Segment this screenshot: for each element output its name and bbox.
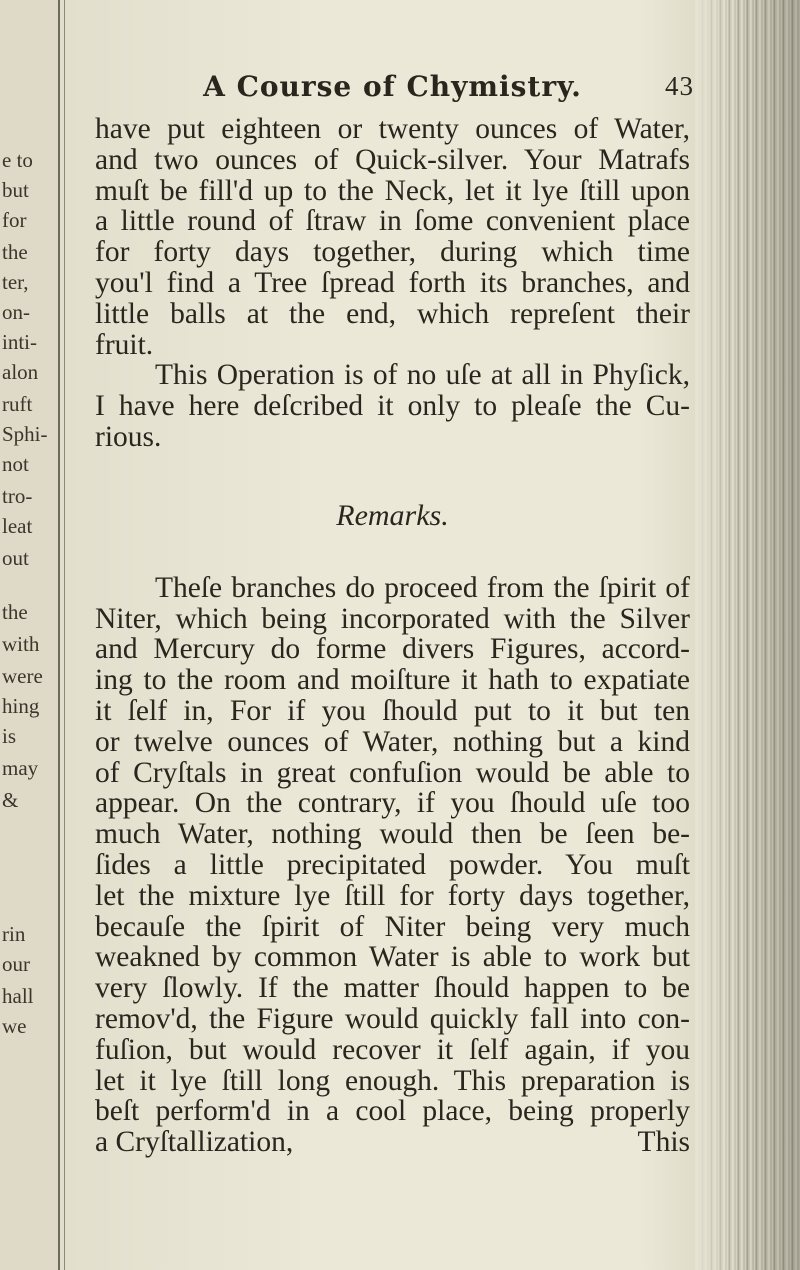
text-line: I have here deſcribed it only to pleaſe the Cu- (95, 390, 690, 423)
text-line (95, 1096, 690, 1127)
margin-fragment: the (2, 240, 28, 264)
margin-fragment: on- (2, 300, 30, 324)
margin-fragment: ter, (2, 270, 29, 294)
line-text: very ſlowly. If the matter ſhould happen to be (95, 972, 690, 1005)
text-line (95, 850, 690, 881)
text-line (95, 573, 690, 604)
margin-fragment: Sphi- (2, 422, 48, 446)
text-line (95, 1035, 690, 1066)
line-text: of Cryſtals in great confuſion would be able to (95, 756, 690, 789)
margin-fragment: is (2, 724, 17, 748)
text-line (95, 1066, 690, 1097)
text-line: for forty days together, during which time (95, 236, 690, 269)
margin-fragment: may (2, 756, 39, 780)
text-line (95, 665, 690, 696)
line-text: fuſion, but would recover it ſelf again, if you (95, 1033, 690, 1066)
line-text: a Cryſtallization, (95, 1126, 294, 1159)
section-heading: Remarks. (336, 498, 449, 532)
facing-page-edge (0, 0, 58, 1270)
margin-fragment: tro- (2, 484, 33, 508)
text-line (95, 788, 690, 819)
text-line: you'l find a Tree ſpread forth its branches, and (95, 266, 690, 299)
text-line (95, 758, 690, 789)
margin-fragment: leat (2, 514, 33, 538)
margin-fragment: e to (2, 148, 33, 172)
text-line (95, 727, 690, 758)
text-line (95, 881, 690, 912)
text-line (95, 634, 690, 665)
text-line: rious. (95, 420, 162, 453)
margin-fragment: for (2, 208, 27, 232)
line-text: and Mercury do forme divers Figures, accord- (95, 633, 690, 666)
margin-fragment: our (2, 952, 30, 976)
gutter-shadow (58, 0, 60, 1270)
margin-fragment: with (2, 632, 40, 656)
page-edges (695, 0, 800, 1270)
margin-fragment: inti- (2, 330, 37, 354)
text-line: fruit. (95, 328, 154, 361)
margin-fragment: out (2, 546, 29, 570)
text-line (95, 912, 690, 943)
margin-fragment: we (2, 1014, 27, 1038)
margin-fragment: were (2, 664, 43, 688)
line-text: remov'd, the Figure would quickly fall into con- (95, 1002, 690, 1035)
text-line: This Operation is of no uſe at all in Phyſick, (155, 359, 690, 392)
margin-fragment: ruft (2, 392, 33, 416)
margin-fragment: alon (2, 360, 39, 384)
line-text: Niter, which being incorporated with the Silver (95, 602, 690, 635)
gutter-line (64, 0, 65, 1270)
line-text: let the mixture lye ſtill for forty days together, (95, 879, 690, 912)
line-text: much Water, nothing would then be ſeen be- (95, 818, 690, 851)
line-text: weakned by common Water is able to work but (95, 941, 690, 974)
text-line (95, 1127, 690, 1158)
margin-fragment: the (2, 600, 28, 624)
text-line: a little round of ſtraw in ſome convenient place (95, 205, 690, 238)
catchword: This (637, 1126, 690, 1159)
text-line (95, 942, 690, 973)
line-text: ing to the room and moiſture it hath to expatiate (95, 664, 690, 697)
running-title: A Course of Chymistry. (203, 70, 582, 103)
margin-fragment: hing (2, 694, 40, 718)
text-line (95, 1004, 690, 1035)
line-text: Theſe branches do proceed from the ſpirit of (155, 571, 690, 604)
remarks-paragraph (95, 573, 690, 1158)
running-head (95, 62, 694, 110)
text-line (95, 696, 690, 727)
text-line: have put eighteen or twenty ounces of Water, (95, 113, 690, 145)
margin-fragment: hall (2, 984, 34, 1008)
text-line: muſt be fill'd up to the Neck, let it lye ſtill upon (95, 174, 690, 207)
paragraph-1 (95, 114, 690, 360)
line-text: ſides a little precipitated powder. You muſt (95, 848, 690, 881)
paragraph-2 (95, 360, 690, 452)
line-text: becauſe the ſpirit of Niter being very much (95, 910, 690, 943)
margin-fragment: not (2, 452, 29, 476)
text-line (95, 604, 690, 635)
line-text: beſt perform'd in a cool place, being properly (95, 1095, 690, 1128)
margin-fragment: rin (2, 922, 26, 946)
line-text: or twelve ounces of Water, nothing but a kind (95, 725, 690, 758)
margin-fragment: but (2, 178, 29, 202)
line-text: appear. On the contrary, if you ſhould uſe too (95, 787, 690, 820)
margin-fragment: & (2, 788, 19, 812)
text-line (95, 819, 690, 850)
line-text: it ſelf in, For if you ſhould put to it but ten (95, 694, 690, 727)
page-number: 43 (665, 71, 694, 101)
page-body (95, 62, 694, 1159)
text-line: little balls at the end, which repreſent their (95, 297, 690, 330)
text-line: and two ounces of Quick-silver. Your Matrafs (95, 143, 690, 176)
line-text: let it lye ſtill long enough. This preparation is (95, 1064, 690, 1097)
text-line (95, 973, 690, 1004)
